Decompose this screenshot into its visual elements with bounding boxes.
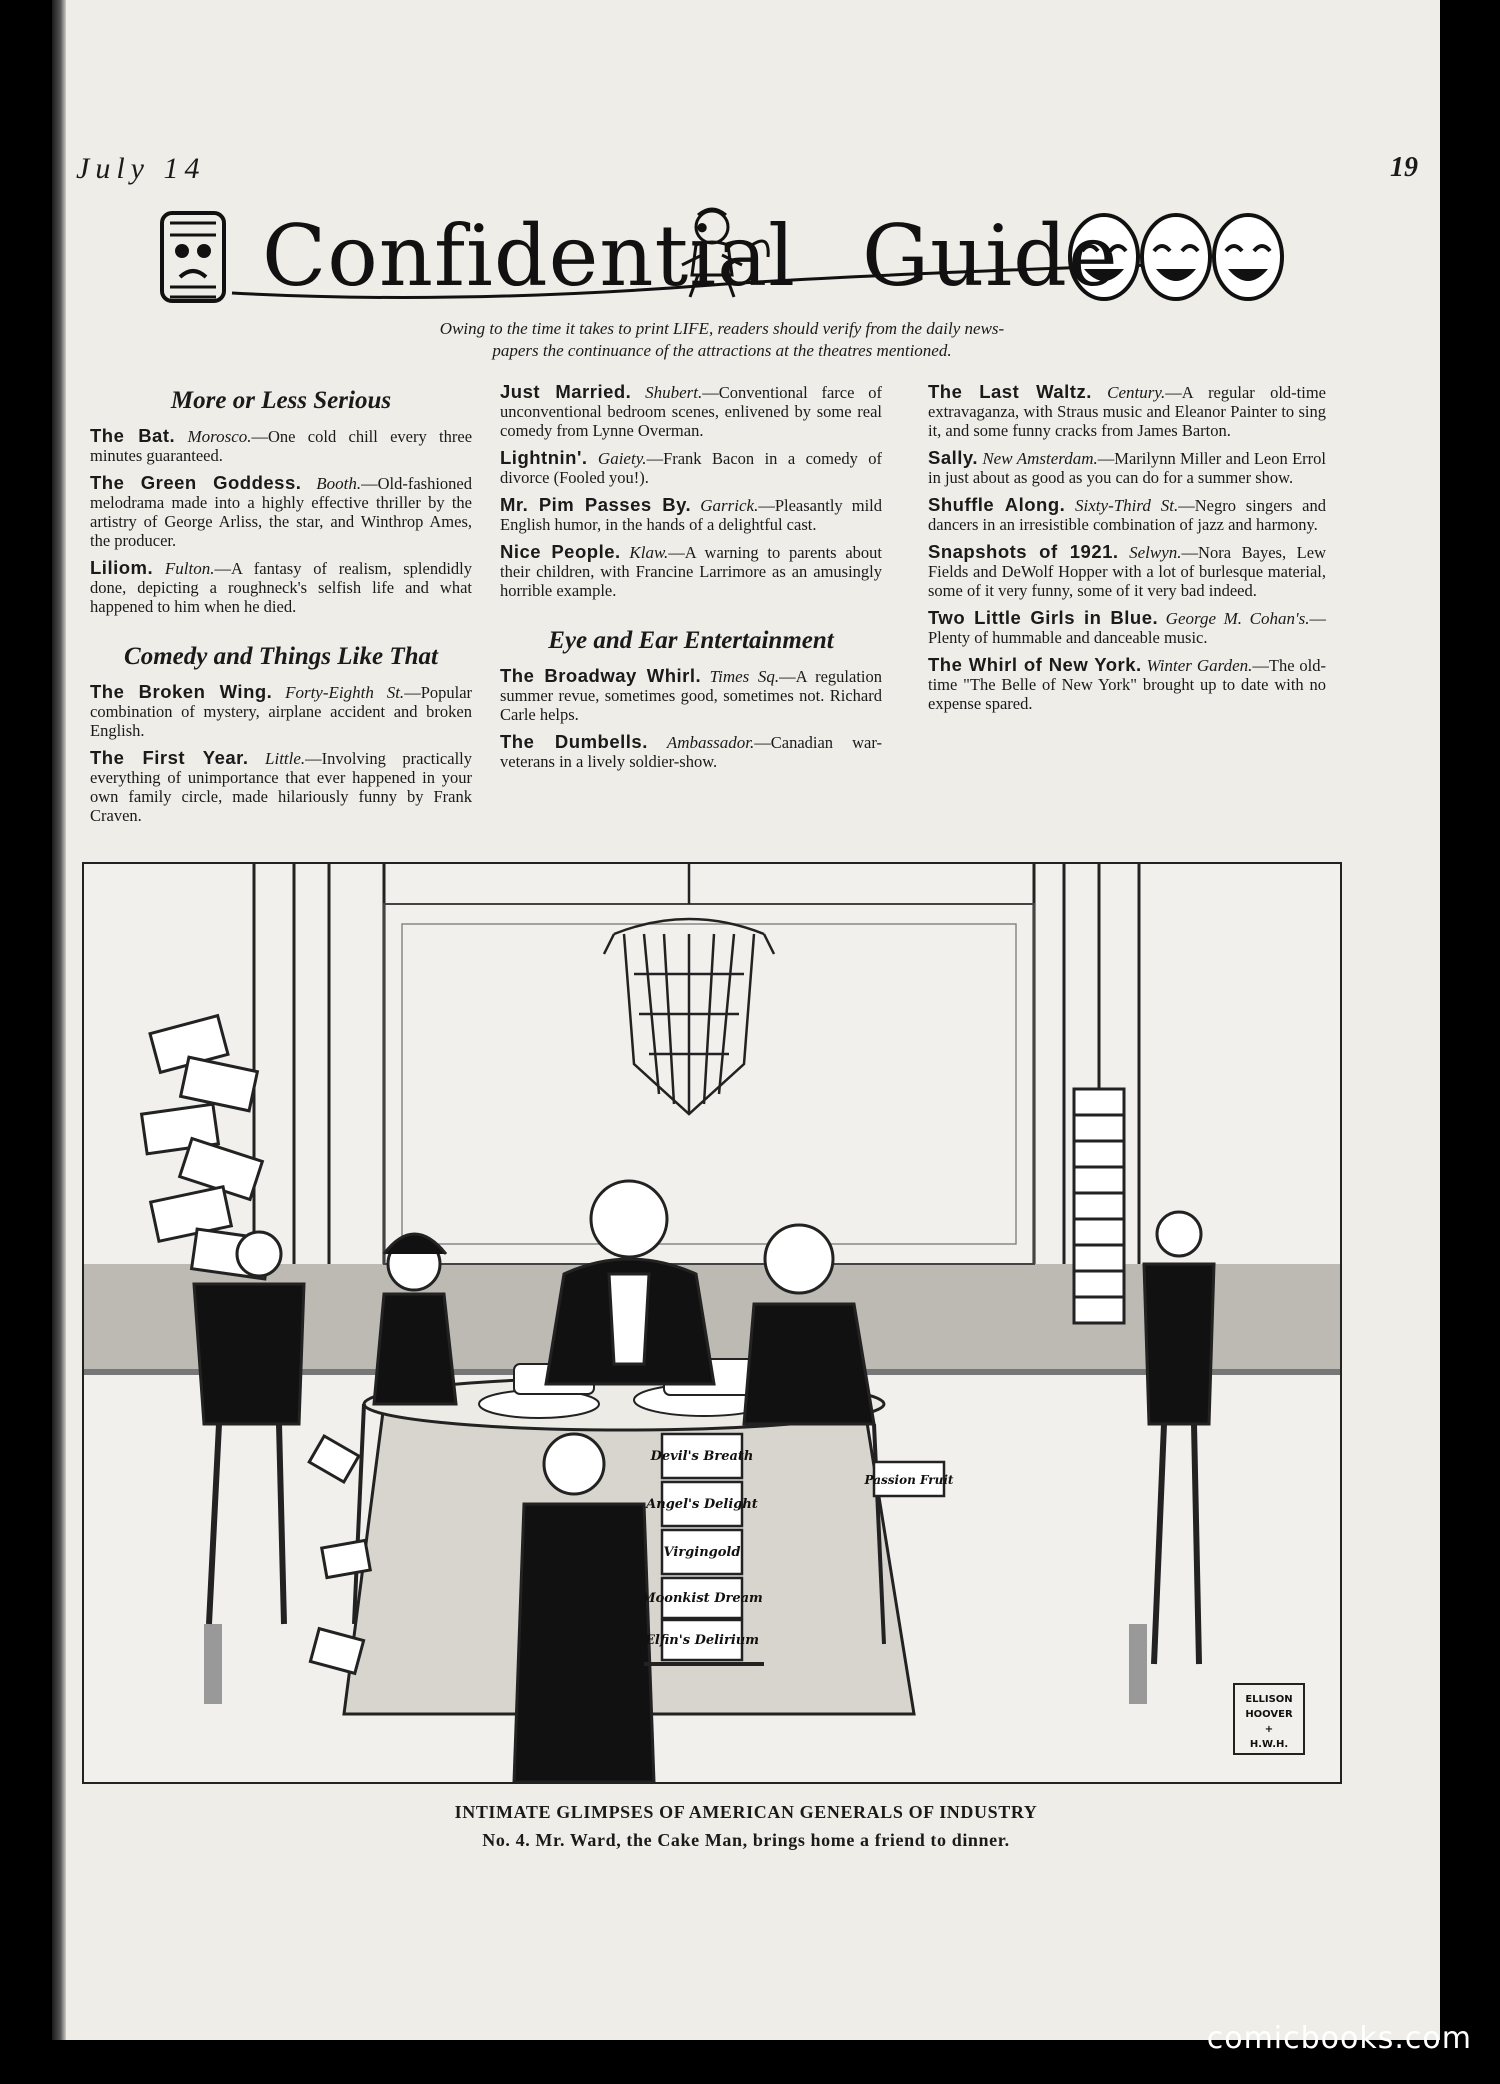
show-title: Nice People. (500, 541, 621, 562)
listing-entry (928, 608, 1326, 647)
theatre-name: Garrick. (700, 496, 759, 515)
theatre-name: Fulton. (164, 559, 215, 578)
cake-label: Angel's Delight (646, 1497, 758, 1512)
listing-entry (500, 382, 882, 440)
show-review: —A fantasy of realism, splendidly done, depicting a roughneck's selfish life and what happened to him when he died. (90, 559, 473, 616)
show-title: Shuffle Along. (928, 494, 1066, 515)
show-review: —Canadian war-veterans in a lively soldier-show. (500, 733, 882, 771)
show-review: —Old-fashioned melodrama made into a highly effective thriller by the artistry of George Arliss, the star, and Winthrop Ames, the producer. (90, 474, 473, 550)
cartoon-drawing (84, 864, 1340, 1782)
listing-entry (90, 473, 472, 550)
notice-line: papers the continuance of the attractions at the theatres mentioned. (492, 341, 952, 360)
page-binding-shadow (52, 0, 66, 2040)
show-title: The Green Goddess. (90, 472, 302, 493)
signature-line: HOOVER (1245, 1709, 1293, 1720)
show-title: Snapshots of 1921. (928, 541, 1119, 562)
cake-label: Moonkist Dream (641, 1591, 763, 1606)
listing-entry (90, 558, 472, 616)
site-watermark: comicbooks.com (1206, 2021, 1472, 2056)
cake-label: Devil's Breath (650, 1449, 754, 1464)
listing-entry (928, 542, 1326, 600)
show-review: —A regulation summer revue, sometimes good, sometimes not. Richard Carle helps. (500, 667, 883, 724)
theatre-name: Selwyn. (1129, 543, 1182, 562)
listing-entry (90, 748, 472, 825)
page-number: 19 (1390, 152, 1418, 183)
show-title: The First Year. (90, 747, 249, 768)
section-heading: Comedy and Things Like That (124, 643, 438, 670)
guide-title (262, 207, 1119, 305)
column-2 (500, 382, 882, 779)
cake-man-host-figure (546, 1181, 714, 1384)
show-title: Sally. (928, 447, 978, 468)
theatre-name: Winter Garden. (1146, 656, 1253, 675)
show-review: —Popular combination of mystery, airplane accident and broken English. (90, 683, 473, 740)
show-title: The Dumbells. (500, 731, 648, 752)
theatre-name: New Amsterdam. (982, 449, 1098, 468)
magazine-page (52, 0, 1440, 2040)
notice-line: Owing to the time it takes to print LIFE, readers should verify from the daily news- (439, 319, 1005, 338)
show-review: —Marilynn Miller and Leon Errol in just about as good as you can do for a summer show. (928, 449, 1327, 487)
show-title: Just Married. (500, 381, 632, 402)
listing-entry (90, 426, 472, 465)
guide-title-word-1: Confidential (262, 207, 797, 305)
listing-entry (928, 448, 1326, 487)
listing-entry (500, 732, 882, 771)
section-heading: Eye and Ear Entertainment (548, 627, 834, 654)
show-title: The Whirl of New York. (928, 654, 1142, 675)
pilaster-left (254, 864, 384, 1264)
signature-line: H.W.H. (1249, 1739, 1289, 1750)
show-title: The Bat. (90, 425, 176, 446)
show-title: Mr. Pim Passes By. (500, 494, 692, 515)
signature-line: ELLISON (1245, 1694, 1293, 1705)
listing-entry (500, 666, 882, 724)
guide-title-word-2: Guide (862, 207, 1119, 305)
theatre-name: Century. (1107, 383, 1166, 402)
cake-label: Virgingold (663, 1545, 741, 1560)
guide-title-banner (152, 205, 1292, 315)
issue-date: July 14 (76, 152, 206, 185)
show-review: —Nora Bayes, Lew Fields and DeWolf Hopper with a lot of burlesque material, some of it very funny, some of it very bad indeed. (928, 543, 1326, 600)
show-review: —A regular old-time extravaganza, with Straus music and Eleanor Painter to sing it, and some funny cracks from James Barton. (928, 383, 1326, 440)
theatre-name: Forty-Eighth St. (285, 683, 405, 702)
dinner-cartoon-illustration (82, 862, 1342, 1784)
theatre-name: Booth. (316, 474, 362, 493)
show-review: —The old-time "The Belle of New York" brought up to date with no expense spared. (928, 656, 1326, 713)
theatre-name: George M. Cohan's. (1165, 609, 1310, 628)
listing-entry (500, 542, 882, 600)
signature-line: + (1264, 1724, 1274, 1735)
chandelier-icon (604, 864, 774, 1114)
theatre-name: Gaiety. (597, 449, 647, 468)
cartoon-caption-subtitle: No. 4. Mr. Ward, the Cake Man, brings home a friend to dinner. (482, 1830, 1010, 1850)
show-title: The Broken Wing. (90, 681, 273, 702)
butler-with-tall-cake-stack-figure (1074, 1089, 1214, 1664)
listing-entry (928, 382, 1326, 440)
show-review: —One cold chill every three minutes guaranteed. (90, 427, 473, 465)
theatre-name: Shubert. (645, 383, 703, 402)
show-review: —Involving practically everything of unimportance that ever happened in your own family circle, made hilariously funny by Frank Craven. (90, 749, 472, 825)
theatre-name: Times Sq. (709, 667, 780, 686)
section-heading: More or Less Serious (170, 387, 392, 414)
show-title: The Broadway Whirl. (500, 665, 702, 686)
show-title: Two Little Girls in Blue. (928, 607, 1159, 628)
show-review: —A warning to parents about their children, with Francine Larrimore as an amusingly horrible example. (500, 543, 882, 600)
show-title: The Last Waltz. (928, 381, 1092, 402)
show-review: —Pleasantly mild English humor, in the hands of a delightful cast. (500, 496, 883, 534)
show-title: Lightnin'. (500, 447, 588, 468)
passion-fruit-label: Passion Fruit (864, 1473, 954, 1487)
listing-entry (500, 448, 882, 487)
column-3 (928, 382, 1326, 721)
show-review: —Frank Bacon in a comedy of divorce (Fooled you!). (500, 449, 883, 487)
cake-label: Elfin's Delirium (645, 1633, 759, 1648)
theatre-name: Little. (265, 749, 306, 768)
tragedy-mask-icon (162, 213, 224, 301)
column-1 (90, 382, 472, 833)
show-review: —Conventional farce of unconventional bedroom scenes, enlivened by some real comedy from Lynne Overman. (500, 383, 882, 440)
verification-notice (282, 318, 1162, 362)
show-title: Liliom. (90, 557, 154, 578)
theatre-name: Ambassador. (666, 733, 755, 752)
theatre-name: Sixty-Third St. (1075, 496, 1179, 515)
theatre-name: Klaw. (629, 543, 669, 562)
show-review: —Plenty of hummable and danceable music. (928, 609, 1327, 647)
listing-entry (500, 495, 882, 534)
show-review: —Negro singers and dancers in an irresistible combination of jazz and harmony. (928, 496, 1326, 534)
theatre-name: Morosco. (187, 427, 252, 446)
listing-entry (90, 682, 472, 740)
cartoon-caption-title: INTIMATE GLIMPSES OF AMERICAN GENERALS OF INDUSTRY (454, 1802, 1038, 1822)
listing-entry (928, 655, 1326, 713)
listing-entry (928, 495, 1326, 534)
